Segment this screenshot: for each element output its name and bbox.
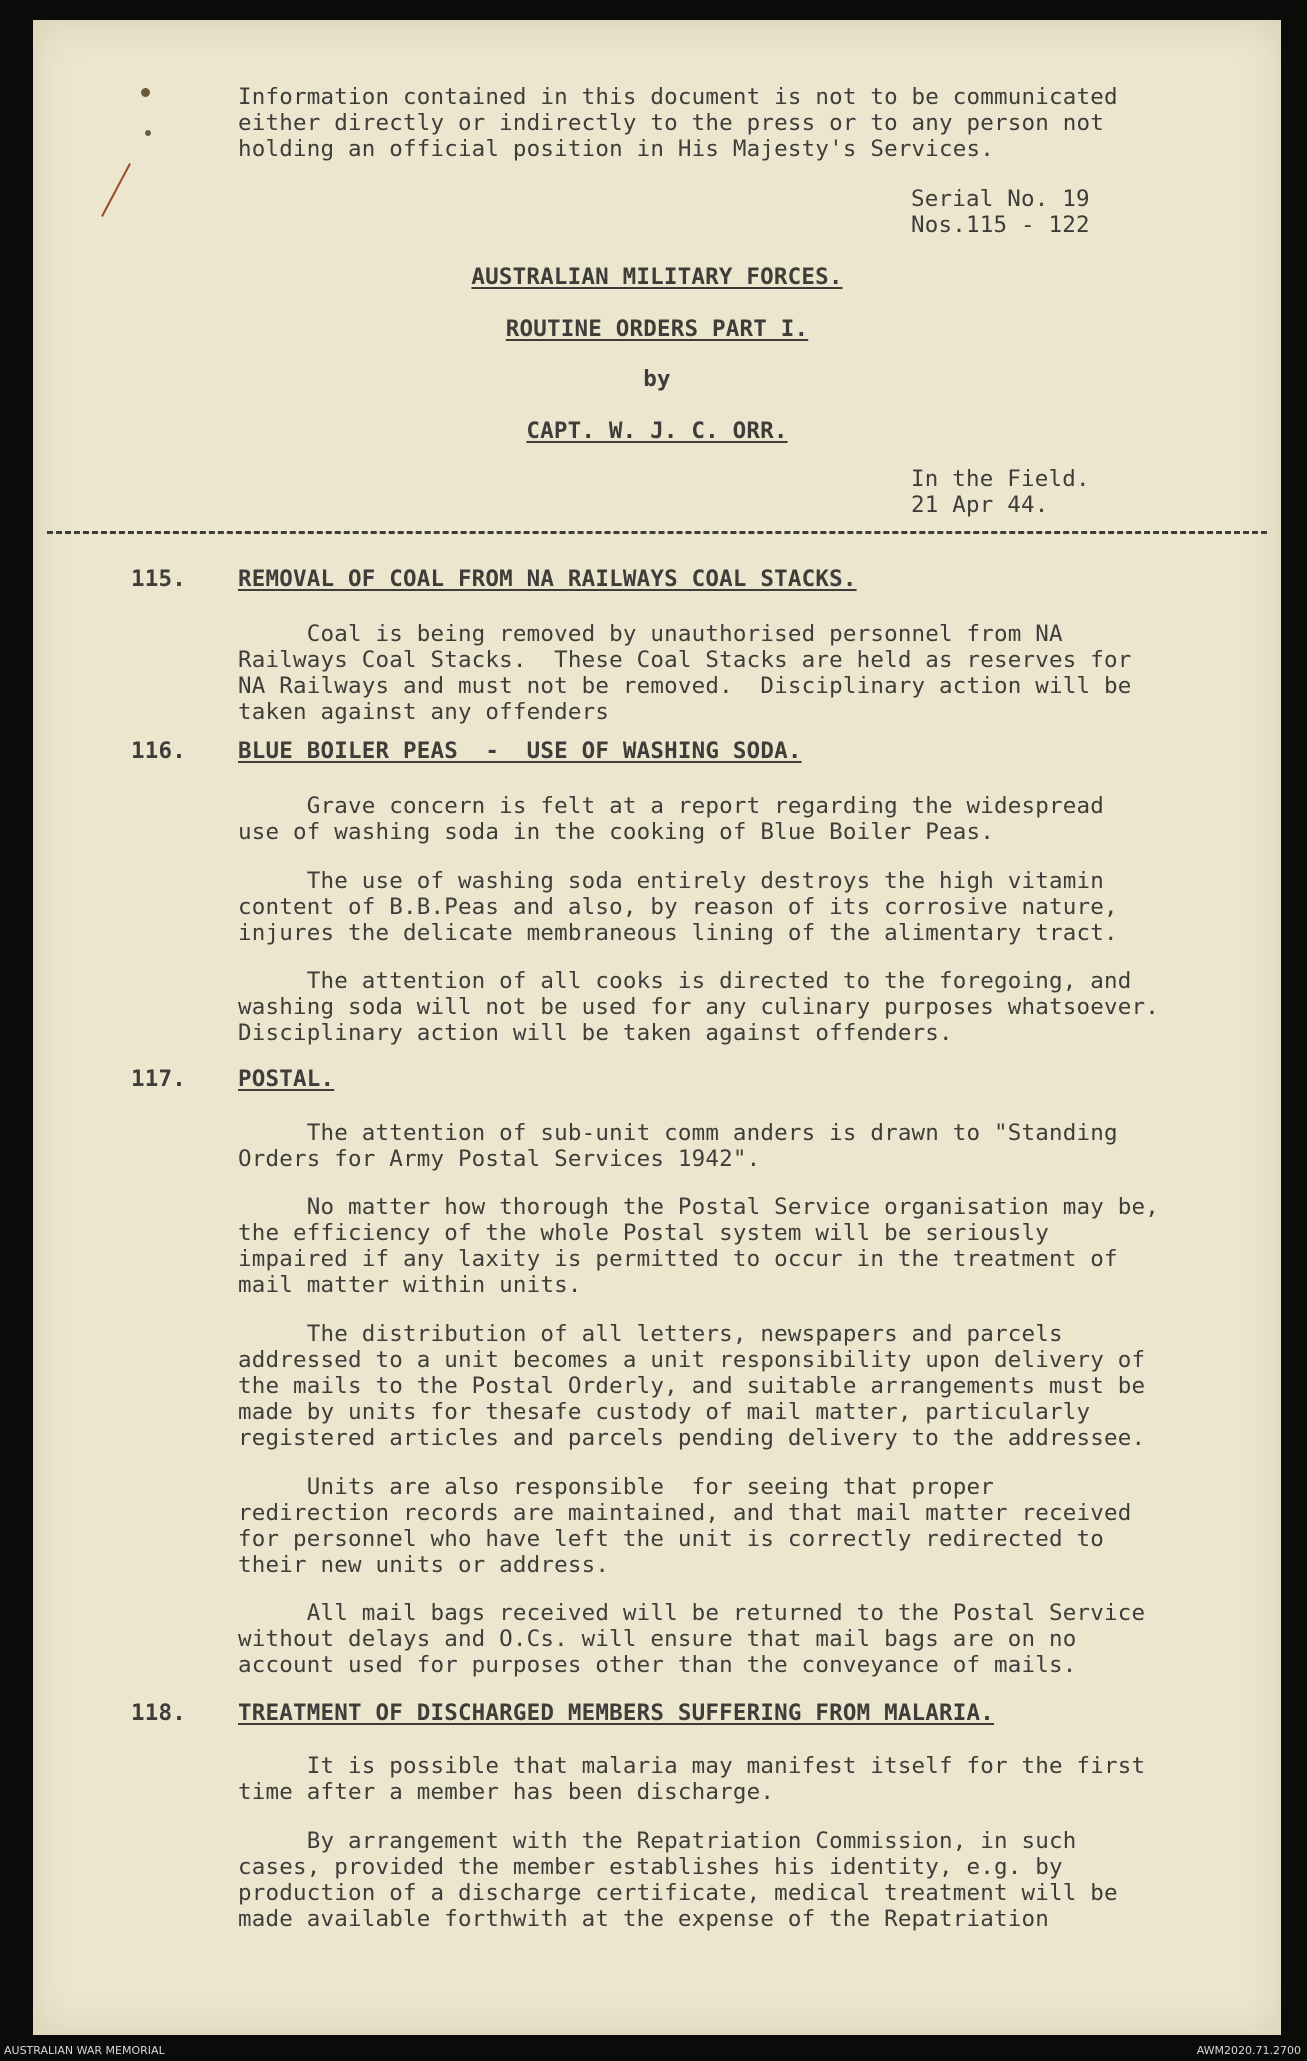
paper-sheet [33,20,1281,2035]
order-title: POSTAL. [238,1066,335,1092]
order-number: 115. [131,566,186,592]
order-title: BLUE BOILER PEAS - USE OF WASHING SODA. [238,738,802,764]
punch-hole-mark [145,130,151,136]
order-paragraph: Grave concern is felt at a report regarding the widespread use of washing soda in the cooking of Blue Boiler Peas. [238,793,1105,845]
order-paragraph: The attention of sub-unit comm anders is drawn to "Standing Orders for Army Postal Services 1942". [238,1120,1118,1172]
order-paragraph: All mail bags received will be returned to the Postal Service without delays and O.Cs. will ensure that mail bags are on no account used for purposes other than the conveyance of mails. [238,1600,1146,1678]
order-number: 117. [131,1066,186,1092]
order-paragraph: The distribution of all letters, newspapers and parcels addressed to a unit becomes a unit responsibility upon delivery of the mails to the Postal Orderly, and suitable arrangements must be made by units for thesafe custody of mail matter, particularly registered articles and parcels pending delivery to the addressee. [238,1321,1146,1451]
heading-signatory: CAPT. W. J. C. ORR. [526,418,788,444]
punch-hole-mark [141,88,150,97]
order-paragraph: The attention of all cooks is directed to the foregoing, and washing soda will not be used for any culinary purposes whatsoever. Disciplinary action will be taken against offenders. [238,968,1159,1046]
order-paragraph: The use of washing soda entirely destroys the high vitamin content of B.B.Peas and also, by reason of its corrosive nature, injures the delicate membraneous lining of the alimentary tract. [238,868,1118,946]
place-and-date: In the Field. 21 Apr 44. [911,466,1090,518]
heading-title: ROUTINE ORDERS PART I. [505,316,809,342]
heading-by: by [643,366,671,392]
serial-number: Serial No. 19 Nos.115 - 122 [911,186,1090,238]
footer-accession-number: AWM2020.71.2700 [1196,2044,1301,2057]
confidentiality-notice: Information contained in this document is not to be communicated either directly or indirectly to the press or to any person not holding an official position in His Majesty's Services. [238,84,1118,162]
heading-organisation: AUSTRALIAN MILITARY FORCES. [471,264,843,290]
order-paragraph: By arrangement with the Repatriation Commission, in such cases, provided the member establishes his identity, e.g. by production of a discharge certificate, medical treatment will be made available forthwith at the expense of the Repatriation [238,1828,1118,1932]
order-number: 118. [131,1700,186,1726]
order-paragraph: Units are also responsible for seeing that proper redirection records are maintained, and that mail matter received for personnel who have left the unit is correctly redirected to their new units or address. [238,1474,1132,1578]
order-title: TREATMENT OF DISCHARGED MEMBERS SUFFERING FROM MALARIA. [238,1700,995,1726]
order-paragraph: No matter how thorough the Postal Service organisation may be, the efficiency of the whole Postal system will be seriously impaired if any laxity is permitted to occur in the treatment of mail matter within units. [238,1194,1159,1298]
order-paragraph: It is possible that malaria may manifest itself for the first time after a member has been discharge. [238,1753,1146,1805]
footer-institution: AUSTRALIAN WAR MEMORIAL [4,2044,165,2057]
paper-mark [101,163,131,217]
separator-rule [47,531,1267,534]
archive-footer [0,2039,1307,2061]
order-paragraph: Coal is being removed by unauthorised personnel from NA Railways Coal Stacks. These Coal Stacks are held as reserves for NA Railways and must not be removed. Disciplinary action will be taken against any offenders [238,621,1132,725]
order-title: REMOVAL OF COAL FROM NA RAILWAYS COAL STACKS. [238,566,857,592]
order-number: 116. [131,738,186,764]
